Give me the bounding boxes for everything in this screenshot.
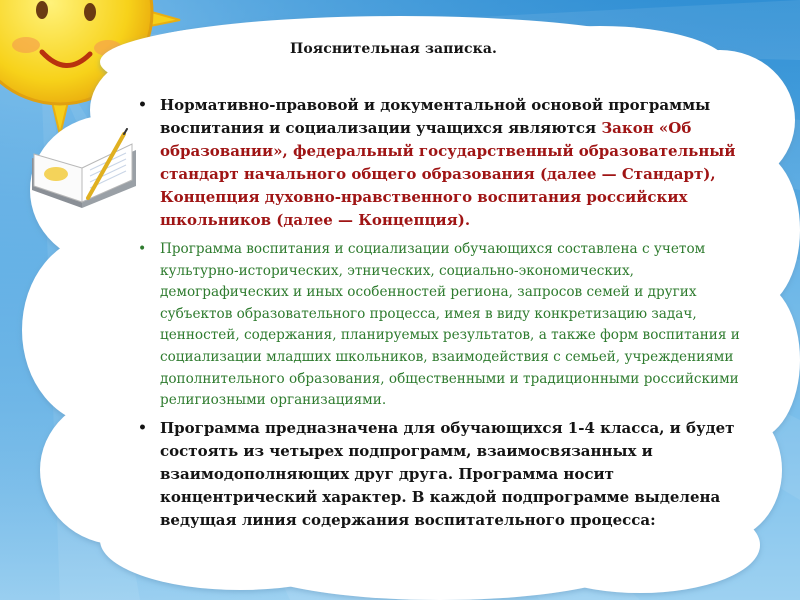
bullet-marker: • (138, 241, 147, 257)
bullet-text: Программа воспитания и социализации обучающихся составлена с учетом культурно-исторических, этнических, социально-экономических, демографических и иных особенностей региона, запросов семей и других субъектов образовательного процесса, имея в виду конкретизацию задач, ценностей, содержания, планируемых результатов, а также форм воспитания и социализации младших школьников, взаимодействия с семьей, учреждениями дополнительного образования, общественными и традиционными российскими религиозными организациями. (160, 241, 740, 409)
list-item (135, 417, 747, 532)
bullet-text: Программа предназначена для обучающихся 1-4 класса, и будет состоять из четырех подпрограмм, взаимосвязанных и взаимодополняющих друг друга. Программа носит концентрический характер. В каждой подпрограмме выделена ведущая линия содержания воспитательного процесса: (160, 418, 735, 529)
bullet-marker: • (138, 97, 147, 113)
page-title: Пояснительная записка. (290, 41, 497, 57)
bullet-highlight-text: Закон «Об образовании», федеральный государственный образовательный стандарт начального общего образования (далее — Стандарт), Концепция духовно-нравственного воспитания российских школьников (далее — Концепция). (160, 119, 736, 229)
bullet-list (135, 94, 747, 532)
bullet-text: Нормативно-правовой и документальной основой программы воспитания и социализации учащихся являются (160, 96, 711, 137)
open-book-icon (28, 128, 140, 212)
bullet-marker: • (138, 419, 147, 436)
list-item (135, 239, 747, 412)
list-item (135, 94, 747, 232)
